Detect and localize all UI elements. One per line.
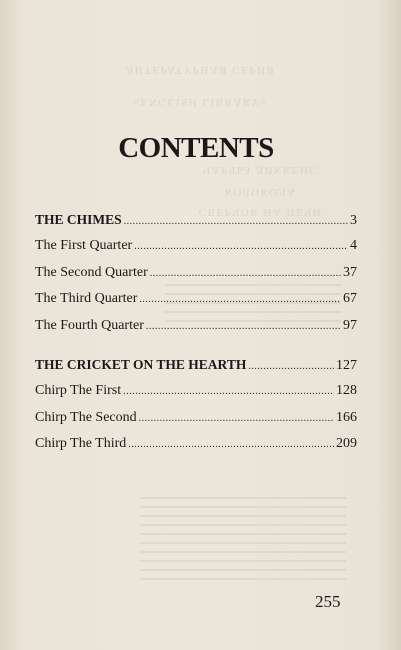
- toc-entry[interactable]: [35, 265, 357, 291]
- dot-leader: [124, 216, 348, 227]
- toc-page-number: 97: [343, 317, 357, 333]
- toc-entry-label: Chirp The First: [35, 383, 122, 399]
- toc-entry-label: Chirp The Second: [35, 409, 137, 425]
- dot-leader: [146, 321, 341, 332]
- toc-section-cricket: [35, 357, 357, 463]
- toc-page-number: 127: [336, 358, 357, 373]
- bleed-through-text: «ENGLISH LIBRARY»: [133, 96, 268, 108]
- toc-entry[interactable]: [35, 291, 357, 317]
- toc-entry-label: THE CHIMES: [35, 212, 122, 227]
- toc-page-number: 166: [336, 409, 357, 425]
- dot-leader: [139, 413, 334, 424]
- toc-entry-label: The First Quarter: [35, 238, 133, 254]
- dot-leader: [139, 294, 341, 305]
- toc-entry-label: The Fourth Quarter: [35, 317, 144, 333]
- toc-entry[interactable]: [35, 318, 357, 344]
- toc-entry[interactable]: [35, 410, 357, 436]
- toc-page-number: 209: [336, 436, 357, 452]
- toc-page-number: 3: [350, 213, 357, 228]
- bleed-through-text: ЧАРЛЬЗ ДИККЕНС: [202, 164, 319, 176]
- bleed-through-block: [140, 495, 346, 580]
- toc-entry-label: Chirp The Third: [35, 436, 127, 452]
- toc-section-title[interactable]: [35, 212, 357, 238]
- bleed-through-text: ЛИТЕРАТУРНАЯ СЕРИЯ: [125, 64, 276, 76]
- toc-entry[interactable]: [35, 436, 357, 462]
- toc-page-number: 67: [343, 291, 357, 307]
- dot-leader: [248, 361, 334, 372]
- contents-heading: CONTENTS: [118, 132, 274, 164]
- dot-leader: [150, 268, 341, 279]
- toc-section-chimes: [35, 212, 357, 344]
- dot-leader: [128, 439, 334, 450]
- toc-entry[interactable]: [35, 383, 357, 409]
- toc-entry[interactable]: [35, 238, 357, 264]
- bleed-through-text: КОЛОКОЛА: [224, 186, 297, 198]
- toc-section-title[interactable]: [35, 357, 357, 383]
- toc-page-number: 37: [343, 264, 357, 280]
- bleed-through-text: СВЕРЧОК НА ПЕЧИ: [198, 206, 323, 218]
- page-number: 255: [315, 592, 341, 611]
- toc-page-number: 128: [336, 383, 357, 399]
- toc-entry-label: The Third Quarter: [35, 291, 138, 307]
- toc-page-number: 4: [350, 238, 357, 254]
- dot-leader: [123, 386, 334, 397]
- dot-leader: [134, 241, 348, 252]
- toc-entry-label: THE CRICKET ON THE HEARTH: [35, 357, 247, 372]
- toc-entry-label: The Second Quarter: [35, 264, 148, 280]
